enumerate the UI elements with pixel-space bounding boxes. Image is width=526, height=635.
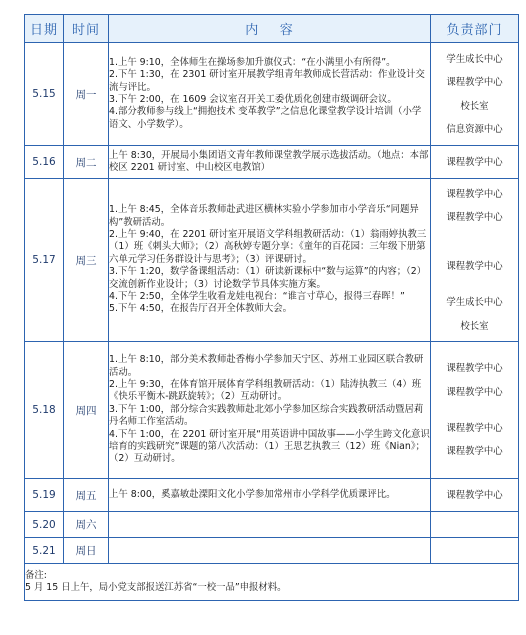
dept-name: 课程教学中心: [446, 363, 503, 375]
header-content: 内 容: [109, 15, 431, 43]
dept-name: 学生成长中心: [446, 53, 503, 65]
content-item: 2.下午 1:30，在 2301 研讨室开展教学组青年教师成长营活动：作业设计交流与评比。: [109, 69, 425, 93]
row-content: [109, 479, 431, 512]
row-dept: [431, 342, 519, 479]
row-day: 周日: [64, 538, 109, 564]
content-item: 1.上午 8:45，全体音乐教师赴武进区横林实验小学参加市小学音乐“同题异构”教研活动。: [109, 204, 419, 228]
dept-name: 学生成长中心: [446, 297, 503, 309]
content-item: 4.下午 1:00，在 2201 研讨室开展“用英语讲中国故事——小学生跨文化意识培育的实践研究”课题的第八次活动：（1）王思艺执教三（12）班《Nian》；（2）互动研讨。: [109, 428, 430, 465]
content-item: 上午 8:00，奚嘉敏赴溧阳文化小学参加常州市小学科学优质课评比。: [109, 488, 396, 500]
row-day: 周六: [64, 512, 109, 538]
dept-name: 课程教学中心: [446, 212, 503, 224]
row-day: 周一: [64, 43, 109, 146]
dept-name: 课程教学中心: [446, 489, 503, 501]
content-item: 4.部分教师参与线上“拥抱技术 变革教学”之信息化课堂教学设计培训（小学语文、小学数学）。: [109, 106, 422, 130]
dept-name: 校长室: [460, 320, 489, 332]
row-day: 周五: [64, 479, 109, 512]
content-item: 3.下午 2:00，在 1609 会议室召开关工委优质化创建市级调研会议。: [109, 94, 397, 105]
row-dept: [431, 538, 519, 564]
row-dept: [431, 479, 519, 512]
row-content: [109, 146, 431, 179]
notes-text: 5 月 15 日上午，局小党支部报送江苏省“一校一品”申报材料。: [25, 582, 287, 593]
header-dept: 负责部门: [431, 15, 519, 43]
content-item: 1.上午 9:10，全体师生在操场参加升旗仪式：“在小满里小有所得”。: [109, 56, 396, 68]
dept-name: 课程教学中心: [446, 77, 503, 89]
row-dept: [431, 179, 519, 342]
notes-row: [25, 564, 519, 601]
row-dept: [431, 43, 519, 146]
row-day: 周二: [64, 146, 109, 179]
row-content: [109, 342, 431, 479]
row-dept: [431, 146, 519, 179]
content-item: 4.下午 2:50，全体学生收看龙娃电视台：“谁言寸草心，报得三春晖！”: [109, 291, 405, 303]
header-date: 日期: [25, 15, 64, 43]
row-date: 5.15: [25, 43, 64, 146]
notes-label: 备注:: [25, 569, 47, 581]
row-content: [109, 512, 431, 538]
table-row: [25, 43, 519, 146]
table-row: [25, 479, 519, 512]
row-day: 周三: [64, 179, 109, 342]
notes-cell: [25, 564, 519, 601]
dept-name: 课程教学中心: [446, 423, 503, 434]
table-row: [25, 342, 519, 479]
dept-name: 课程教学中心: [446, 446, 503, 458]
dept-name: 课程教学中心: [446, 386, 503, 398]
header-time: 时间: [64, 15, 109, 43]
content-item: 5.下午 4:50，在报告厅召开全体教师大会。: [109, 303, 292, 315]
row-content: [109, 179, 431, 342]
dept-name: 课程教学中心: [446, 156, 503, 168]
content-item: 3.下午 1:00，部分综合实践教师赴北郊小学参加区综合实践教研活动暨居莉丹名师工作室活动。: [109, 403, 424, 428]
content-item: 2.上午 9:40，在 2201 研讨室开展语文学科组教研活动：（1）翁雨婷执教三（1）班《刺头大师》；（2）高秋婷专题分享：《童年的百花园：三年级下册第六单元学习任务群设计与思考》；（3）评课研讨。: [109, 228, 427, 265]
row-day: 周四: [64, 342, 109, 479]
table-header-row: [25, 15, 519, 43]
content-item: 3.下午 1:20，数学备课组活动：（1）研读新课标中“数与运算”的内容；（2）交流创新作业设计；（3）讨论数学节具体实施方案。: [109, 266, 427, 290]
row-content: [109, 43, 431, 146]
row-date: 5.20: [25, 512, 64, 538]
table-row: [25, 179, 519, 342]
table-row: [25, 146, 519, 179]
dept-name: 课程教学中心: [446, 260, 503, 272]
content-item: 2.上午 9:30，在体育馆开展体育学科组教研活动：（1）陆涛执教三（4）班《快乐平衡木-跳跃旋转》；（2）互动研讨。: [109, 378, 422, 403]
dept-name: 信息资源中心: [446, 123, 503, 135]
row-date: 5.18: [25, 342, 64, 479]
row-date: 5.16: [25, 146, 64, 179]
weekly-schedule-table: [24, 14, 519, 601]
dept-name: 校长室: [460, 100, 489, 112]
row-date: 5.17: [25, 179, 64, 342]
table-row: [25, 512, 519, 538]
row-content: [109, 538, 431, 564]
content-item: 1.上午 8:10，部分美术教师赴香梅小学参加天宁区、苏州工业园区联合教研活动。: [109, 354, 424, 378]
row-date: 5.21: [25, 538, 64, 564]
table-row: [25, 538, 519, 564]
content-item: 上午 8:30，开展局小集团语文青年教师课堂教学展示选拔活动。（地点：本部校区 2201 研讨室、中山校区电教馆）: [109, 149, 429, 173]
dept-name: 课程教学中心: [446, 188, 503, 200]
row-dept: [431, 512, 519, 538]
row-date: 5.19: [25, 479, 64, 512]
